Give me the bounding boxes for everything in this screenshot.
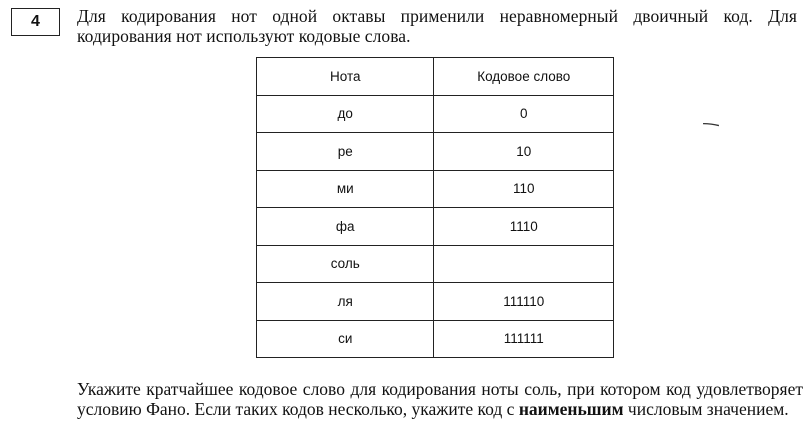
table-row (257, 283, 614, 321)
task-number: 4 (31, 13, 40, 30)
note-cell: ля (257, 283, 434, 321)
code-cell: 110 (434, 170, 614, 208)
code-cell: 0 (434, 95, 614, 133)
question-part1: Укажите кратчайшее кодовое слово для кодирования ноты соль, при котором код удовлетворяет условию Фано. Если таких кодов несколько, укажите код с (77, 379, 803, 419)
note-cell: соль (257, 245, 434, 283)
code-cell-empty (434, 245, 614, 283)
table-row (257, 245, 614, 283)
task-number-box (11, 8, 60, 36)
table-row (257, 320, 614, 358)
note-cell: до (257, 95, 434, 133)
header-note: Нота (257, 58, 434, 96)
table-row (257, 95, 614, 133)
table-header-row (257, 58, 614, 96)
code-cell: 10 (434, 133, 614, 171)
question-emphasis: наименьшим (518, 399, 624, 419)
header-codeword: Кодовое слово (434, 58, 614, 96)
stray-pen-mark (703, 122, 719, 126)
note-cell: ре (257, 133, 434, 171)
code-table (256, 57, 614, 358)
code-cell: 111111 (434, 320, 614, 358)
table-row (257, 133, 614, 171)
note-cell: фа (257, 208, 434, 246)
table-row (257, 170, 614, 208)
code-cell: 1110 (434, 208, 614, 246)
code-cell: 111110 (434, 283, 614, 321)
note-cell: си (257, 320, 434, 358)
task-intro-text: Для кодирования нот одной октавы применили неравномерный двоичный код. Для кодирования нот используют кодовые слова. (77, 6, 797, 46)
question-part2: числовым значением. (623, 399, 789, 419)
note-cell: ми (257, 170, 434, 208)
question-text (77, 379, 803, 419)
table-row (257, 208, 614, 246)
